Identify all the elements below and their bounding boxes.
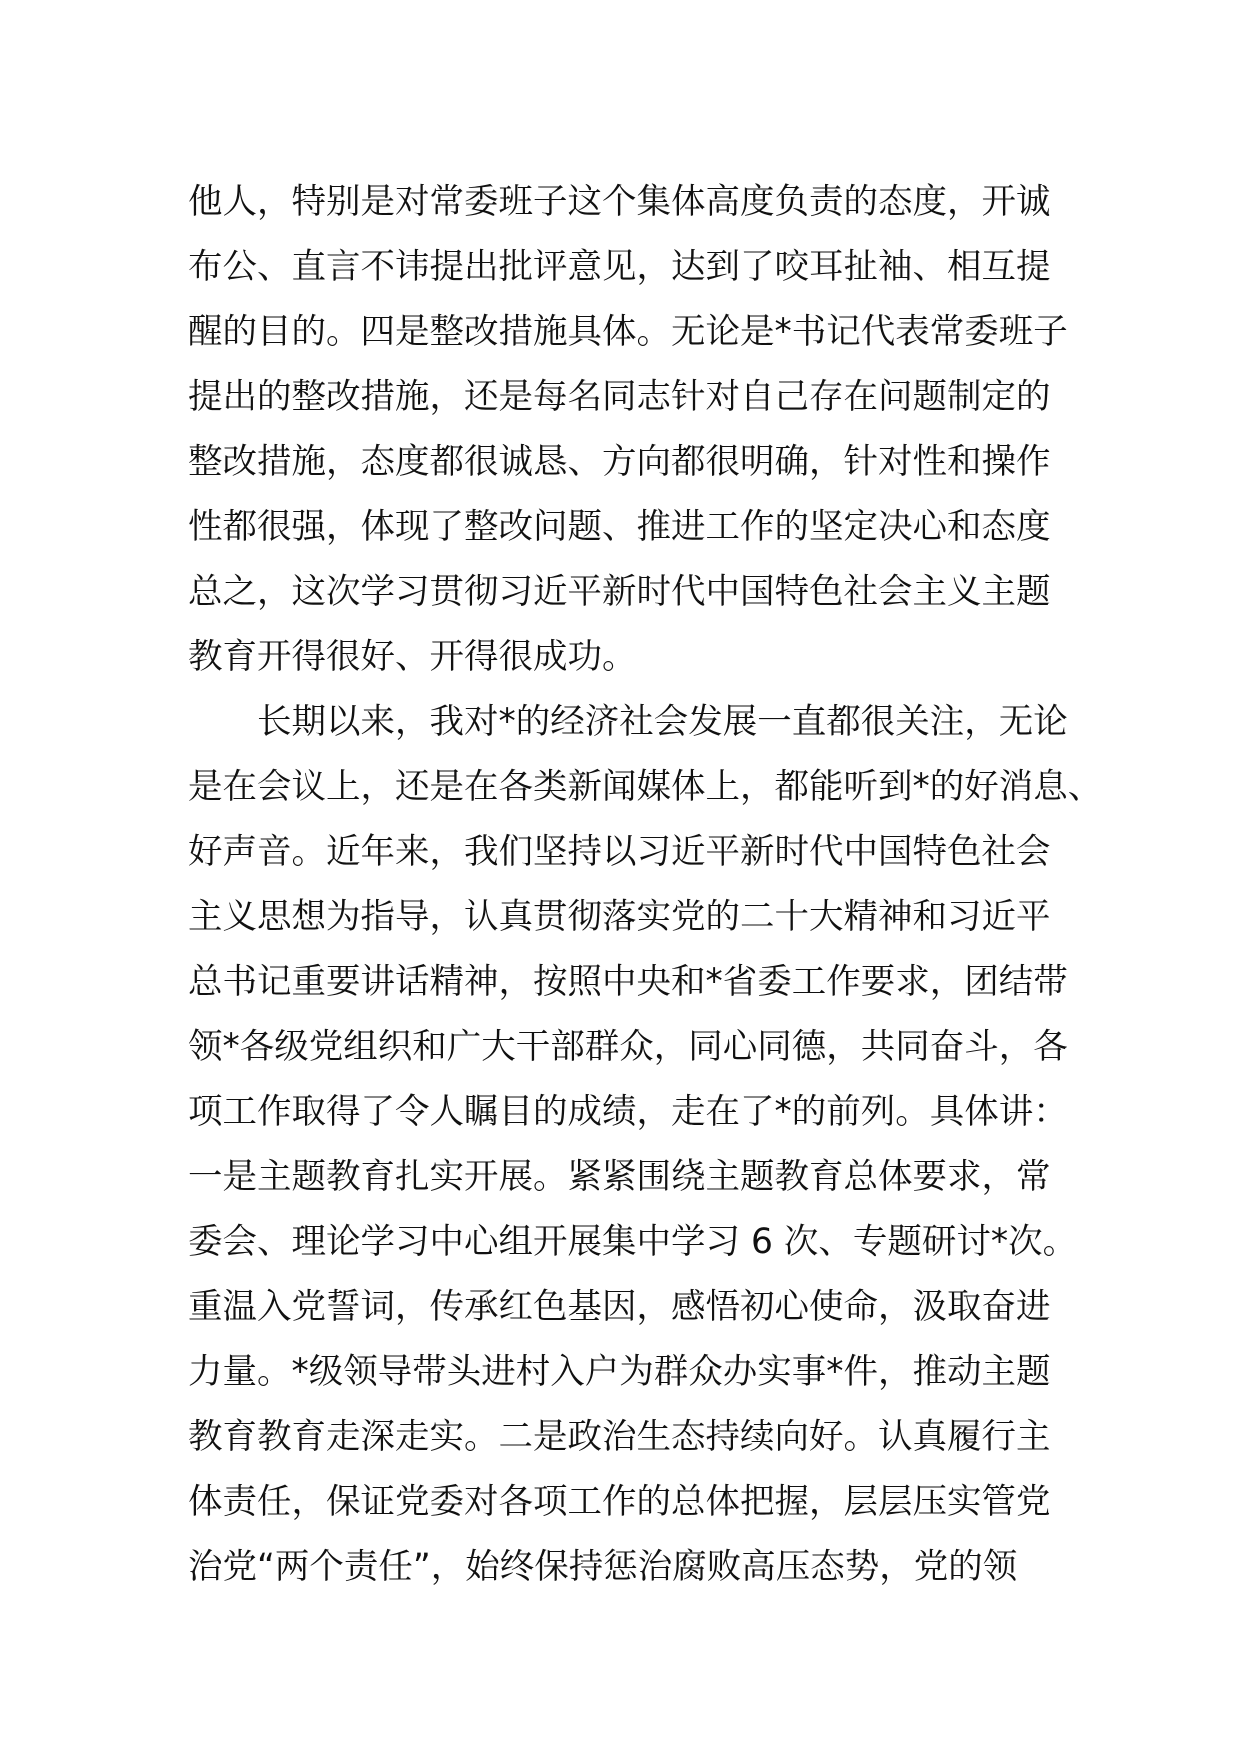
text-line: 提出的整改措施，还是每名同志针对自己存在问题制定的 (188, 377, 1051, 417)
text-line: 委会、理论学习中心组开展集中学习 6 次、专题研讨*次。 (188, 1222, 1078, 1262)
text-line: 性都很强，体现了整改问题、推进工作的坚定决心和态度 (188, 507, 1051, 547)
text-line: 教育教育走深走实。二是政治生态持续向好。认真履行主 (188, 1417, 1051, 1457)
text-line: 教育开得很好、开得很成功。 (188, 637, 637, 677)
text-line: 项工作取得了令人瞩目的成绩，走在了*的前列。具体讲： (188, 1092, 1068, 1132)
text-line: 治党“两个责任”，始终保持惩治腐败高压态势，党的领 (188, 1547, 1018, 1587)
text-line: 总书记重要讲话精神，按照中央和*省委工作要求，团结带 (188, 962, 1068, 1002)
text-line: 整改措施，态度都很诚恳、方向都很明确，针对性和操作 (188, 442, 1051, 482)
text-line: 体责任，保证党委对各项工作的总体把握，层层压实管党 (188, 1482, 1051, 1522)
text-line: 重温入党誓词，传承红色基因，感悟初心使命，汲取奋进 (188, 1287, 1051, 1327)
text-line: 好声音。近年来，我们坚持以习近平新时代中国特色社会 (188, 832, 1051, 872)
text-line: 是在会议上，还是在各类新闻媒体上，都能听到*的好消息、 (188, 767, 1103, 807)
text-line: 领*各级党组织和广大干部群众，同心同德，共同奋斗，各 (188, 1027, 1068, 1067)
text-line: 布公、直言不讳提出批评意见，达到了咬耳扯袖、相互提 (188, 247, 1051, 287)
body-text (188, 170, 1103, 1600)
text-line: 力量。*级领导带头进村入户为群众办实事*件，推动主题 (188, 1352, 1051, 1392)
text-line: 一是主题教育扎实开展。紧紧围绕主题教育总体要求，常 (188, 1157, 1051, 1197)
text-line: 醒的目的。四是整改措施具体。无论是*书记代表常委班子 (188, 312, 1068, 352)
text-line: 总之，这次学习贯彻习近平新时代中国特色社会主义主题 (188, 572, 1051, 612)
text-line: 主义思想为指导，认真贯彻落实党的二十大精神和习近平 (188, 897, 1051, 937)
paragraph-first-line: 长期以来，我对*的经济社会发展一直都很关注，无论 (257, 702, 1068, 742)
text-line: 他人，特别是对常委班子这个集体高度负责的态度，开诚 (188, 182, 1051, 222)
